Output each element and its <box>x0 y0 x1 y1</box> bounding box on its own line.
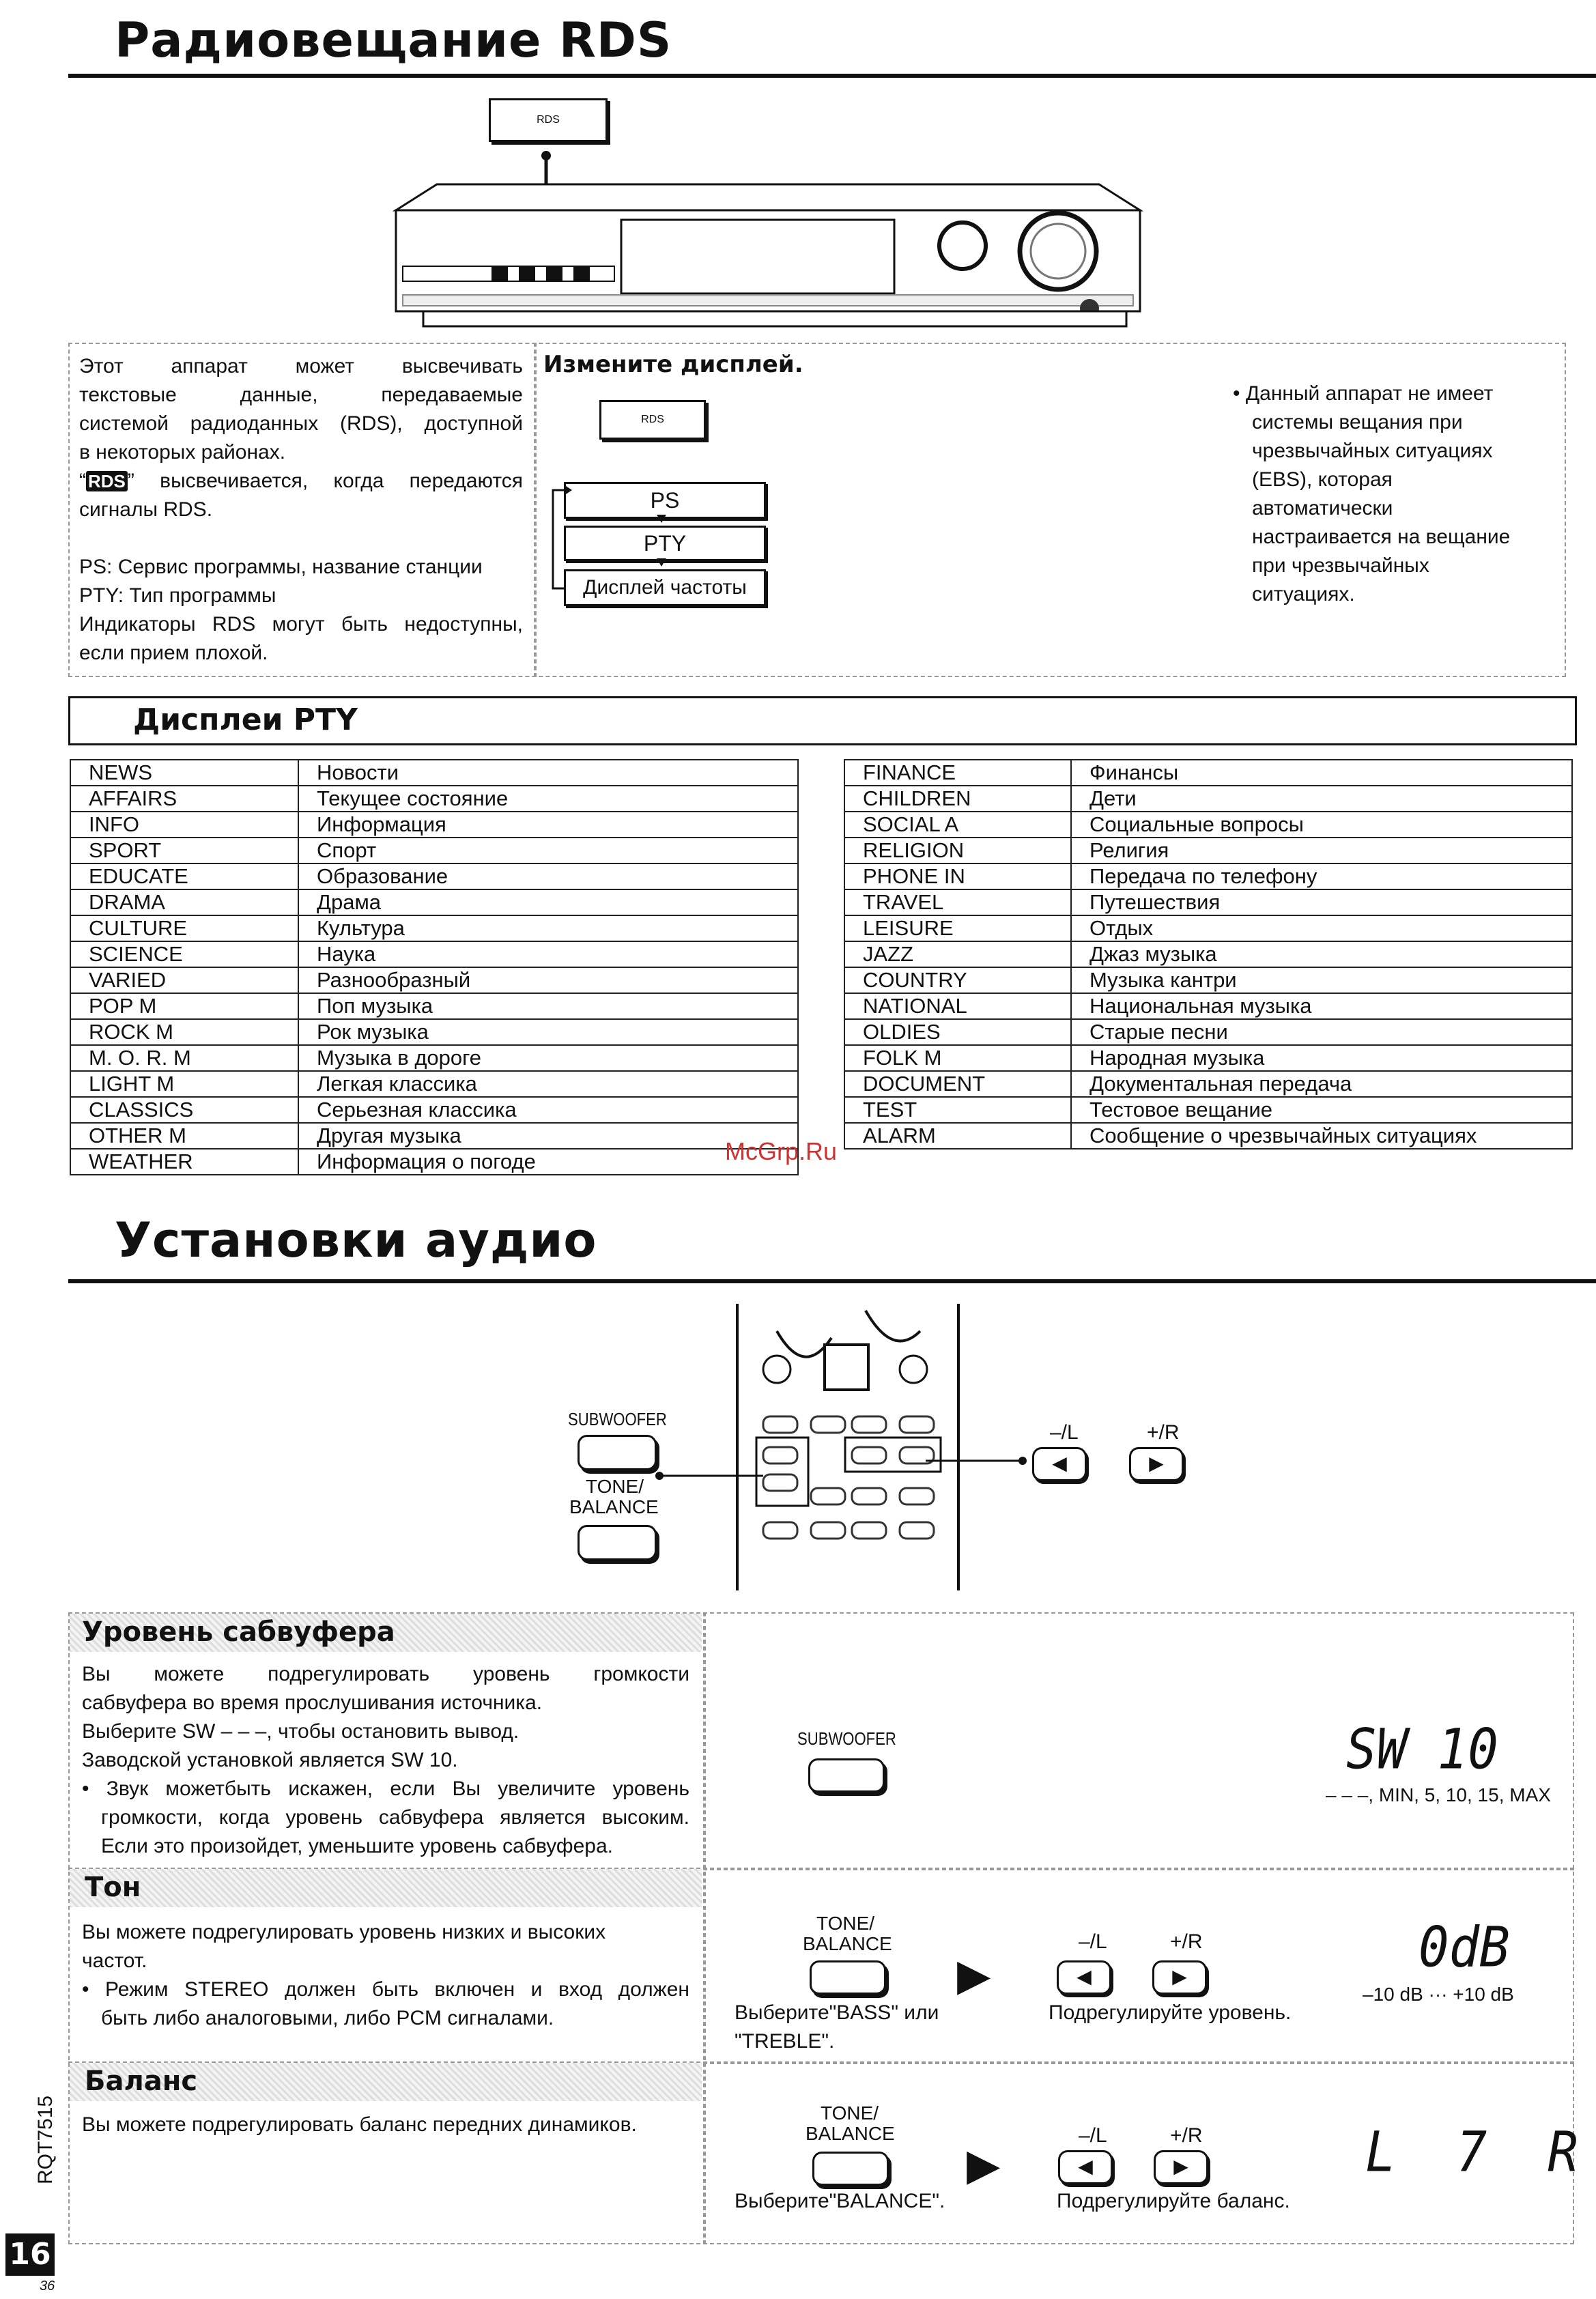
receiver-illustration <box>382 137 1147 334</box>
pty-code: JAZZ <box>844 941 1071 967</box>
subwoofer-button[interactable] <box>808 1758 885 1793</box>
pty-row <box>844 941 1572 967</box>
pty-row <box>844 1071 1572 1097</box>
weak-line: если прием плохой. <box>79 642 268 664</box>
pty-row <box>844 863 1572 889</box>
pty-description: Социальные вопросы <box>1071 812 1572 838</box>
pty-code: CLASSICS <box>70 1097 298 1123</box>
pty-description: Наука <box>298 941 798 967</box>
remote-balance-label: BALANCE <box>569 1496 659 1517</box>
pty-description: Отдых <box>1071 915 1572 941</box>
pty-description: Путешествия <box>1071 889 1572 915</box>
tone-right-button[interactable] <box>1152 1960 1207 1995</box>
pty-code: LEISURE <box>844 915 1071 941</box>
subwoofer-line: Если это произойдет, уменьшите уровень сабвуфера. <box>101 1835 613 1857</box>
left-arrow-icon: ◀ <box>1077 1966 1092 1987</box>
pty-description: Религия <box>1071 838 1572 863</box>
model-number: RQT7515 <box>34 2095 57 2184</box>
pty-row <box>844 967 1572 993</box>
balance-text <box>82 2111 696 2139</box>
right-arrow-icon: ▶ <box>1172 1966 1187 1987</box>
balance-plus-label: +/R <box>1170 2124 1203 2147</box>
cycle-pty: PTY <box>564 526 766 561</box>
pty-row <box>844 993 1572 1019</box>
tone-plus-label: +/R <box>1170 1930 1203 1953</box>
pty-description: Спорт <box>298 838 798 863</box>
remote-callout-right <box>926 1447 1028 1474</box>
right-arrow-icon: ▶ <box>1173 2156 1188 2177</box>
subwoofer-title: Уровень сабвуфера <box>82 1616 395 1648</box>
pty-row <box>70 863 798 889</box>
pty-row <box>70 1019 798 1045</box>
remote-plus-label: +/R <box>1147 1421 1180 1444</box>
tone-line: Вы можете подрегулировать уровень низких и высоких <box>82 1921 606 1943</box>
tone-display: 0dB <box>1419 1915 1510 1980</box>
pty-row <box>70 1071 798 1097</box>
balance-title-bar <box>70 2063 702 2101</box>
pty-row <box>70 812 798 838</box>
pty-code: SCIENCE <box>70 941 298 967</box>
pty-description: Поп музыка <box>298 993 798 1019</box>
pty-code: M. O. R. M <box>70 1045 298 1071</box>
ebs-note-line: системы вещания при <box>1252 411 1463 433</box>
ps-line: PS: Сервис программы, название станции <box>79 556 483 578</box>
pty-description: Разнообразный <box>298 967 798 993</box>
pty-code: TEST <box>844 1097 1071 1123</box>
pty-code: EDUCATE <box>70 863 298 889</box>
tone-select-text2: "TREBLE". <box>735 2030 835 2053</box>
subwoofer-line: • Звук можетбыть искажен, если Вы увеличите уровень <box>82 1777 689 1800</box>
pty-description: Музыка кантри <box>1071 967 1572 993</box>
pty-code: SOCIAL A <box>844 812 1071 838</box>
audio-title-rule <box>68 1279 1596 1283</box>
pty-code: DRAMA <box>70 889 298 915</box>
pty-row <box>70 941 798 967</box>
pty-row <box>844 1097 1572 1123</box>
rds-button-small[interactable] <box>599 400 706 440</box>
tone-scale: –10 dB ··· +10 dB <box>1363 1984 1514 2005</box>
tone-next-arrow-icon: ▶ <box>957 1950 991 1999</box>
pty-code: ALARM <box>844 1123 1071 1149</box>
cycle-frequency: Дисплей частоты <box>564 569 766 606</box>
pty-description: Новости <box>298 760 798 786</box>
pty-title: Дисплеи PTY <box>133 702 358 737</box>
sub-page-number: 36 <box>40 2279 55 2294</box>
tone-line: частот. <box>82 1950 147 1972</box>
pty-code: COUNTRY <box>844 967 1071 993</box>
tone-line: быть либо аналоговыми, либо PCM сигналами. <box>101 2007 554 2029</box>
pty-description: Серьезная классика <box>298 1097 798 1123</box>
pty-row <box>70 760 798 786</box>
pty-table-right <box>844 759 1573 1150</box>
page-number: 16 <box>5 2233 55 2276</box>
rds-button[interactable] <box>489 98 608 142</box>
ebs-note-line: (EBS), которая <box>1252 468 1393 491</box>
pty-code: NEWS <box>70 760 298 786</box>
remote-right-button[interactable] <box>1129 1447 1184 1481</box>
pty-description: Народная музыка <box>1071 1045 1572 1071</box>
pty-code: FINANCE <box>844 760 1071 786</box>
balance-line: Вы можете подрегулировать баланс передних динамиков. <box>82 2113 637 2136</box>
rds-frame-divider <box>534 343 537 677</box>
pty-code: OTHER M <box>70 1123 298 1149</box>
subwoofer-title-bar <box>70 1614 702 1652</box>
pty-row <box>70 993 798 1019</box>
pty-code: VARIED <box>70 967 298 993</box>
pty-description: Музыка в дороге <box>298 1045 798 1071</box>
pty-code: POP M <box>70 993 298 1019</box>
pty-row <box>70 1097 798 1123</box>
rds-intro <box>79 352 523 668</box>
audio-title: Установки аудио <box>115 1212 597 1268</box>
tone-label-line1: TONE/ <box>586 1476 644 1497</box>
pty-code: OLDIES <box>844 1019 1071 1045</box>
pty-code: SPORT <box>70 838 298 863</box>
pty-line: PTY: Тип программы <box>79 584 276 607</box>
pty-description: Образование <box>298 863 798 889</box>
subwoofer-line: сабвуфера во время прослушивания источника. <box>82 1691 543 1714</box>
pty-code: RELIGION <box>844 838 1071 863</box>
pty-description: Передача по телефону <box>1071 863 1572 889</box>
pty-description: Дети <box>1071 786 1572 812</box>
tone-left-button[interactable] <box>1057 1960 1111 1995</box>
pty-code: AFFAIRS <box>70 786 298 812</box>
rds-button-label: RDS <box>537 114 560 126</box>
remote-tone-button[interactable] <box>578 1525 657 1560</box>
tone-button-label1: TONE/ <box>816 1913 875 1934</box>
pty-code: CULTURE <box>70 915 298 941</box>
pty-row <box>70 1045 798 1071</box>
pty-header-box <box>68 696 1577 745</box>
pty-code: PHONE IN <box>844 863 1071 889</box>
pty-description: Другая музыка <box>298 1123 798 1149</box>
subwoofer-button-label: SUBWOOFER <box>797 1728 896 1749</box>
ebs-note-line: • Данный аппарат не имеет <box>1233 382 1494 405</box>
pty-row <box>844 812 1572 838</box>
rds-indicator-line <box>79 467 523 496</box>
pty-table-left <box>70 759 799 1175</box>
cycle-ps: PS <box>564 482 766 519</box>
balance-title: Баланс <box>85 2066 198 2097</box>
balance-minus-label: –/L <box>1079 2124 1107 2147</box>
watermark: McGrp.Ru <box>725 1137 838 1165</box>
balance-left-button[interactable] <box>1058 2150 1113 2184</box>
left-arrow-icon: ◀ <box>1052 1453 1067 1474</box>
weak-line: Индикаторы RDS могут быть недоступны, <box>79 613 523 636</box>
pty-description: Драма <box>298 889 798 915</box>
ebs-note-line: автоматически <box>1252 497 1393 519</box>
pty-row <box>70 967 798 993</box>
pty-description: Рок музыка <box>298 1019 798 1045</box>
pty-code: NATIONAL <box>844 993 1071 1019</box>
pty-row <box>70 1149 798 1175</box>
pty-code: DOCUMENT <box>844 1071 1071 1097</box>
subwoofer-line: Вы можете подрегулировать уровень громкости <box>82 1663 689 1685</box>
remote-tone-label <box>586 1476 644 1498</box>
pty-description: Тестовое вещание <box>1071 1097 1572 1123</box>
pty-description: Старые песни <box>1071 1019 1572 1045</box>
subwoofer-text <box>82 1660 689 1861</box>
open-quote: “ <box>79 470 86 492</box>
subwoofer-line: Выберите SW – – –, чтобы остановить вывод. <box>82 1720 519 1743</box>
pty-row <box>70 1123 798 1149</box>
remote-subwoofer-button[interactable] <box>578 1435 657 1470</box>
pty-description: Культура <box>298 915 798 941</box>
pty-row <box>844 838 1572 863</box>
tone-text <box>82 1918 689 2033</box>
pty-code: WEATHER <box>70 1149 298 1175</box>
pty-row <box>844 889 1572 915</box>
ebs-note-line: настраивается на вещание <box>1252 526 1511 548</box>
balance-button-label2: BALANCE <box>806 2123 895 2144</box>
pty-description: Информация о погоде <box>298 1149 798 1175</box>
pty-description: Легкая классика <box>298 1071 798 1097</box>
title-rule <box>68 74 1596 78</box>
pty-code: TRAVEL <box>844 889 1071 915</box>
pty-description: Национальная музыка <box>1071 993 1572 1019</box>
pty-description: Текущее состояние <box>298 786 798 812</box>
pty-description: Информация <box>298 812 798 838</box>
pty-row <box>844 1045 1572 1071</box>
rds-intro-line: Этот аппарат может высвечивать <box>79 355 523 377</box>
tone-adjust-text: Подрегулируйте уровень. <box>1049 2001 1292 2024</box>
balance-display: L 7 R <box>1365 2119 1578 2185</box>
ebs-note-line: при чрезвычайных <box>1252 554 1429 577</box>
change-display-title: Измените дисплей. <box>543 351 803 378</box>
pty-row <box>844 1123 1572 1149</box>
pty-code: FOLK M <box>844 1045 1071 1071</box>
pty-description: Документальная передача <box>1071 1071 1572 1097</box>
rds-intro-line: системой радиоданных (RDS), доступной <box>79 412 523 435</box>
subwoofer-scale: – – –, MIN, 5, 10, 15, MAX <box>1326 1784 1551 1805</box>
tone-select-text1: Выберите"BASS" или <box>735 2001 939 2024</box>
pty-code: ROCK M <box>70 1019 298 1045</box>
pty-code: CHILDREN <box>844 786 1071 812</box>
balance-select-text: Выберите"BALANCE". <box>735 2190 945 2212</box>
rds-title: Радиовещание RDS <box>115 12 672 68</box>
balance-right-button[interactable] <box>1154 2150 1208 2184</box>
pty-row <box>844 760 1572 786</box>
rds-intro-line: в некоторых районах. <box>79 441 286 463</box>
tone-minus-label: –/L <box>1079 1930 1107 1953</box>
remote-minus-label: –/L <box>1050 1421 1079 1444</box>
pty-row <box>844 915 1572 941</box>
tone-title: Тон <box>85 1872 141 1903</box>
rds-indicator-text: ” высвечивается, когда передаются <box>127 470 523 492</box>
balance-adjust-text: Подрегулируйте баланс. <box>1057 2190 1290 2212</box>
ebs-note <box>1233 380 1561 609</box>
pty-code: LIGHT M <box>70 1071 298 1097</box>
subwoofer-line: громкости, когда уровень сабвуфера является высоким. <box>101 1806 689 1829</box>
tone-line: • Режим STEREO должен быть включен и вход должен <box>82 1978 689 2001</box>
remote-callout-left <box>654 1447 763 1488</box>
balance-button-label1: TONE/ <box>821 2102 879 2124</box>
left-arrow-icon: ◀ <box>1078 2156 1093 2177</box>
pty-description: Финансы <box>1071 760 1572 786</box>
ebs-note-line: чрезвычайных ситуациях <box>1252 440 1493 462</box>
remote-left-button[interactable] <box>1032 1447 1087 1481</box>
tone-button[interactable] <box>810 1960 886 1995</box>
audio-frame-divider <box>703 1612 706 2244</box>
subwoofer-display: SW 10 <box>1346 1717 1498 1782</box>
pty-description: Джаз музыка <box>1071 941 1572 967</box>
pty-code: INFO <box>70 812 298 838</box>
rds-intro-line: текстовые данные, передаваемые <box>79 384 523 406</box>
rds-indicator-text2: сигналы RDS. <box>79 498 213 521</box>
pty-row <box>70 786 798 812</box>
right-arrow-icon: ▶ <box>1149 1453 1164 1474</box>
balance-button[interactable] <box>812 2152 889 2186</box>
tone-title-bar <box>70 1869 702 1907</box>
subwoofer-line: Заводской установкой является SW 10. <box>82 1749 458 1771</box>
tone-button-label2: BALANCE <box>803 1933 892 1954</box>
pty-row <box>70 838 798 863</box>
pty-row <box>844 1019 1572 1045</box>
pty-row <box>70 915 798 941</box>
rds-indicator-badge: RDS <box>86 471 128 491</box>
balance-next-arrow-icon: ▶ <box>967 2140 1001 2189</box>
pty-description: Сообщение о чрезвычайных ситуациях <box>1071 1123 1572 1149</box>
ebs-note-line: ситуациях. <box>1252 583 1355 605</box>
remote-subwoofer-label: SUBWOOFER <box>568 1409 667 1429</box>
pty-row <box>70 889 798 915</box>
pty-row <box>844 786 1572 812</box>
rds-button-label: RDS <box>641 414 664 425</box>
